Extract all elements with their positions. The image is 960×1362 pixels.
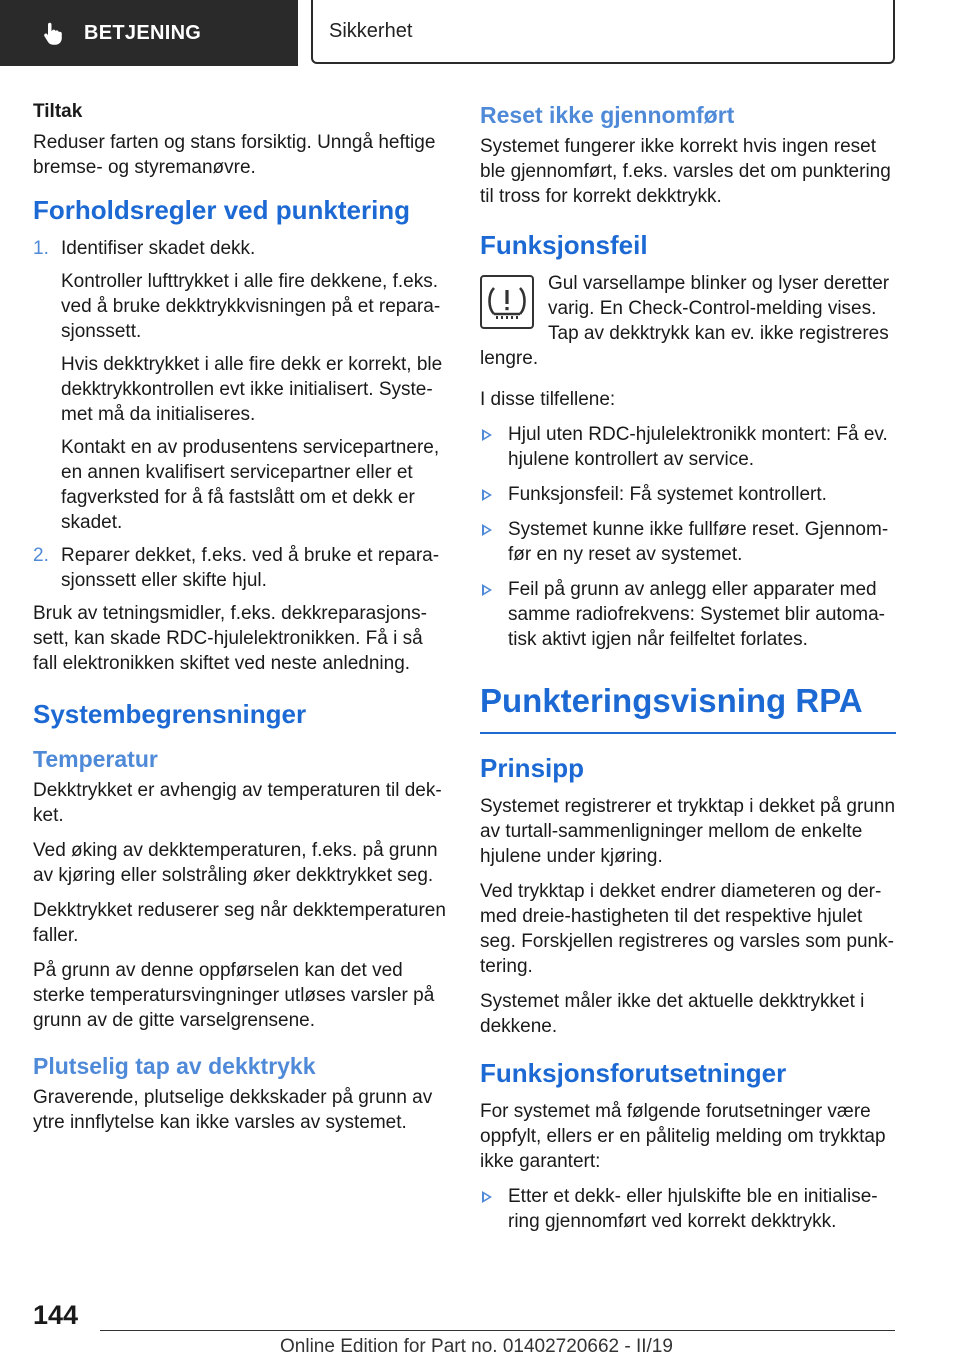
list-item: Feil på grunn av anlegg eller apparater med samme radiofrekvens: Systemet blir automatisk aktivt igjen når feilfeltet forlates. bbox=[480, 577, 896, 652]
temperature-text: Dekktrykket er avhengig av temperaturen til dekket. bbox=[33, 780, 442, 826]
plutselig-heading: Plutselig tap av dekktrykk bbox=[33, 1053, 316, 1079]
section-tab bbox=[0, 0, 298, 66]
triangle-bullet-icon bbox=[482, 524, 492, 536]
triangle-bullet-icon bbox=[482, 429, 492, 441]
left-column bbox=[33, 100, 449, 1145]
step-number: 1. bbox=[33, 238, 49, 259]
page-header bbox=[0, 0, 960, 66]
rpa-heading: Punkteringsvisning RPA bbox=[480, 680, 896, 734]
step-2 bbox=[33, 543, 449, 593]
temperature-text: Ved øking av dekktemperaturen, f.eks. på grunn av kjøring eller solstråling øker dekktrykket seg. bbox=[33, 840, 438, 886]
section-label: BETJENING bbox=[84, 21, 202, 44]
chapter-tab bbox=[311, 0, 895, 64]
prinsipp-text: Systemet registrerer et trykktap i dekket på grunn av turtall-sammenligninger mellom de enkelte hjulene under kjøring. bbox=[480, 796, 896, 867]
triangle-bullet-icon bbox=[482, 1191, 492, 1203]
funksjonsforutsetninger-heading: Funksjonsforutsetninger bbox=[480, 1058, 787, 1088]
step-1 bbox=[33, 236, 449, 535]
edition-note: Online Edition for Part no. 01402720662 - II/19 bbox=[280, 1336, 673, 1357]
list-item: Funksjonsfeil: Få systemet kontrollert. bbox=[480, 482, 896, 507]
forutsetninger-text: For systemet må følgende forutsetninger være oppfylt, ellers er en pålitelig melding om trykktap ikke garantert: bbox=[480, 1101, 886, 1172]
reset-heading: Reset ikke gjennomført bbox=[480, 102, 735, 128]
forholdsregler-heading: Forholdsregler ved punktering bbox=[33, 195, 411, 225]
tiltak-heading: Tiltak bbox=[33, 101, 83, 122]
triangle-bullet-icon bbox=[482, 584, 492, 596]
triangle-bullet-icon bbox=[482, 489, 492, 501]
reset-text: Systemet fungerer ikke korrekt hvis ingen reset ble gjennomført, f.eks. varsles det om punktering til tross for korrekt dekktrykk. bbox=[480, 136, 891, 207]
sealant-note: Bruk av tetningsmidler, f.eks. dekkreparasjonssett, kan skade RDC-hjulelektronikken. Få i så fall elektronikken skiftet ved neste anledning. bbox=[33, 603, 427, 674]
page-number: 144 bbox=[33, 1300, 79, 1330]
step-number: 2. bbox=[33, 545, 49, 566]
funksjonsfeil-text: Gul varsellampe blinker og lyser deretter varig. En Check-Control-melding vises. Tap av dekktrykk kan ev. ikke registreres lengre. bbox=[480, 273, 890, 369]
footer-divider bbox=[100, 1330, 895, 1331]
chapter-label: Sikkerhet bbox=[329, 19, 413, 42]
funksjonsfeil-block bbox=[480, 271, 896, 381]
prinsipp-text: Ved trykktap i dekket endrer diameteren og dermed dreie-hastigheten til det respektive hjulet seg. Forskjellen registreres og varsles som punktering. bbox=[480, 881, 894, 977]
tiltak-text: Reduser farten og stans forsiktig. Unngå heftige bremse- og styremanøvre. bbox=[33, 132, 436, 178]
temperature-text: På grunn av denne oppførselen kan det ved sterke temperatursvingninger utløses varsler på grunn av de gitte varselgrensene. bbox=[33, 960, 435, 1031]
list-item: Hjul uten RDC-hjulelektronikk montert: Få ev. hjulene kontrollert av service. bbox=[480, 422, 896, 472]
tire-pressure-warning-icon bbox=[480, 275, 534, 329]
step-text: Identifiser skadet dekk. bbox=[61, 238, 256, 259]
temperatur-heading: Temperatur bbox=[33, 746, 158, 772]
list-item: Etter et dekk- eller hjulskifte ble en initialisering gjennomført ved korrekt dekktrykk. bbox=[480, 1184, 896, 1234]
hand-pointer-icon bbox=[40, 20, 66, 46]
step-text: Reparer dekket, f.eks. ved å bruke et reparasjonssett eller skifte hjul. bbox=[61, 545, 440, 591]
temperature-text: Dekktrykket reduserer seg når dekktemperaturen faller. bbox=[33, 900, 446, 946]
right-column bbox=[480, 100, 896, 1244]
step-text: Hvis dekktrykket i alle fire dekk er korrekt, ble dekktrykkontrollen evt ikke initialisert. Systemet må da initialiseres. bbox=[61, 354, 443, 425]
prinsipp-text: Systemet måler ikke det aktuelle dekktrykket i dekkene. bbox=[480, 991, 865, 1037]
list-item: Systemet kunne ikke fullføre reset. Gjennomfør en ny reset av systemet. bbox=[480, 517, 896, 567]
step-text: Kontroller lufttrykket i alle fire dekkene, f.eks. ved å bruke dekktrykkvisningen på et reparasjonssett. bbox=[61, 271, 441, 342]
systembegrensninger-heading: Systembegrensninger bbox=[33, 699, 307, 729]
prinsipp-heading: Prinsipp bbox=[480, 753, 585, 783]
step-text: Kontakt en av produsentens servicepartnere, en annen kvalifisert servicepartner eller et fagverksted for å få fastslått om et dekk er skadet. bbox=[61, 437, 440, 533]
disse-intro: I disse tilfellene: bbox=[480, 389, 616, 410]
funksjonsfeil-heading: Funksjonsfeil bbox=[480, 230, 648, 260]
plutselig-text: Graverende, plutselige dekkskader på grunn av ytre innflytelse kan ikke varsles av systemet. bbox=[33, 1087, 433, 1133]
